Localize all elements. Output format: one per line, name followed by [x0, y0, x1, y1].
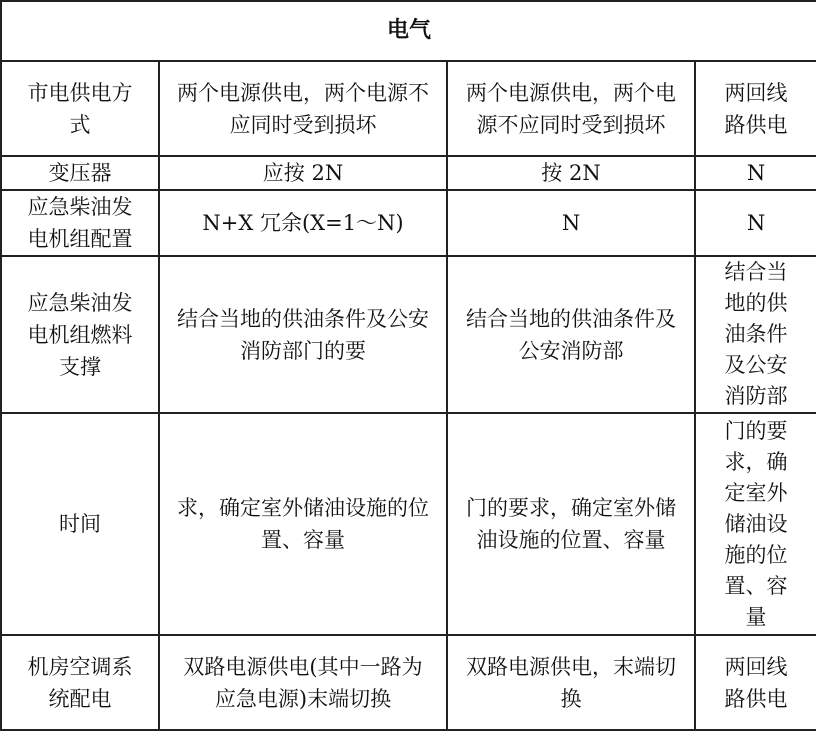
- table-title: 电气: [1, 1, 816, 61]
- row-label: 应急柴油发电机组燃料支撑: [1, 256, 159, 413]
- table-row: [1, 635, 816, 730]
- row-label: 市电供电方式: [1, 61, 159, 156]
- table-row: [1, 190, 816, 256]
- cell-col-a: 结合当地的供油条件及公安消防部门的要: [159, 256, 447, 413]
- cell-col-c: 两回线路供电: [695, 61, 816, 156]
- cell-col-c: 门的要求，确定室外储油设施的位置、容量: [695, 413, 816, 635]
- row-label: 机房空调系统配电: [1, 635, 159, 730]
- cell-col-c: 结合当地的供油条件及公安消防部: [695, 256, 816, 413]
- table-row: [1, 61, 816, 156]
- cell-col-a: 双路电源供电(其中一路为应急电源)末端切换: [159, 635, 447, 730]
- cell-col-c: 两回线路供电: [695, 635, 816, 730]
- row-label: 时间: [1, 413, 159, 635]
- table-row: [1, 256, 816, 413]
- cell-col-a: 求，确定室外储油设施的位置、容量: [159, 413, 447, 635]
- cell-col-b: 按 2N: [447, 156, 695, 190]
- cell-col-b: 门的要求，确定室外储油设施的位置、容量: [447, 413, 695, 635]
- table-header-row: [1, 1, 816, 61]
- row-label: 变压器: [1, 156, 159, 190]
- row-label: 应急柴油发电机组配置: [1, 190, 159, 256]
- cell-col-a: N+X 冗余(X=1～N): [159, 190, 447, 256]
- table-row: [1, 413, 816, 635]
- cell-col-b: 两个电源供电，两个电源不应同时受到损坏: [447, 61, 695, 156]
- cell-col-c: N: [695, 156, 816, 190]
- cell-col-a: 应按 2N: [159, 156, 447, 190]
- cell-col-b: 结合当地的供油条件及公安消防部: [447, 256, 695, 413]
- cell-col-b: 双路电源供电，末端切换: [447, 635, 695, 730]
- table-row: [1, 156, 816, 190]
- cell-col-b: N: [447, 190, 695, 256]
- cell-col-a: 两个电源供电，两个电源不应同时受到损坏: [159, 61, 447, 156]
- cell-col-c: N: [695, 190, 816, 256]
